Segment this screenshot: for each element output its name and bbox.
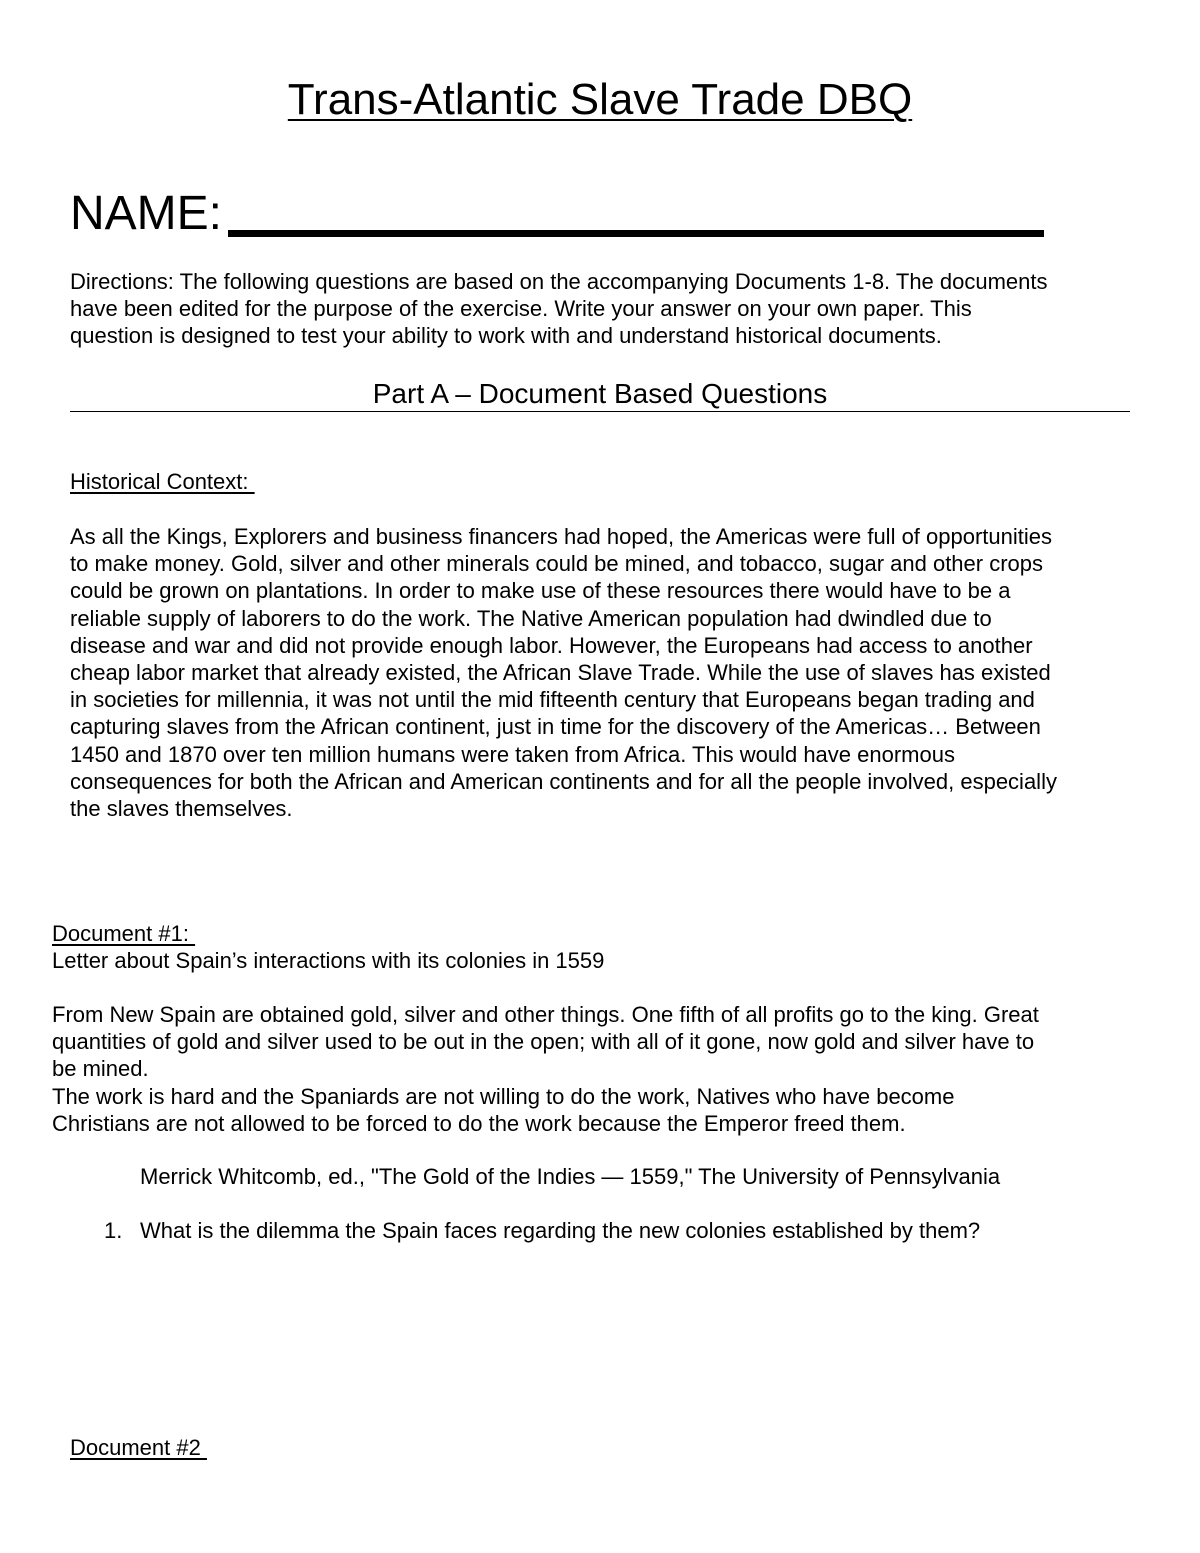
directions-paragraph: Directions: The following questions are based on the accompanying Documents 1-8. The documents have been edited for the purpose of the exercise. Write your answer on your own paper. This question is designed to test your ability to work with and understand historical documents.	[70, 269, 1048, 348]
document-1-label: Document #1:	[52, 921, 196, 946]
document-2-label: Document #2	[70, 1435, 207, 1460]
question-1-number: 1.	[104, 1218, 123, 1243]
part-a-heading: Part A – Document Based Questions	[372, 378, 828, 409]
historical-context-body: As all the Kings, Explorers and business financers had hoped, the Americas were full of opportunities to make money. Gold, silver and other minerals could be mined, and tobacco, sugar and other crops could be grown on plantations. In order to make use of these resources there would have to be a reliable supply of laborers to do the work. The Native American population had dwindled due to disease and war and did not provide enough labor. However, the Europeans had access to another cheap labor market that already existed, the African Slave Trade. While the use of slaves has existed in societies for millennia, it was not until the mid fifteenth century that Europeans began trading and capturing slaves from the African continent, just in time for the discovery of the Americas… Between 1450 and 1870 over ten million humans were taken from Africa. This would have enormous consequences for both the African and American continents and for all the people involved, especially the slaves themselves.	[70, 524, 1057, 822]
part-a-divider	[70, 411, 1130, 412]
question-1	[104, 1217, 980, 1245]
name-blank-line	[228, 230, 1044, 237]
historical-context-label: Historical Context:	[70, 469, 255, 494]
document-1-subtitle: Letter about Spain’s interactions with its colonies in 1559	[52, 948, 605, 973]
question-1-text: What is the dilemma the Spain faces regarding the new colonies established by them?	[140, 1218, 981, 1243]
name-label: NAME:	[70, 187, 223, 240]
page-title: Trans-Atlantic Slave Trade DBQ	[287, 75, 913, 124]
document-1-body: From New Spain are obtained gold, silver and other things. One fifth of all profits go to the king. Great quantities of gold and silver used to be out in the open; with all of it gone, now gold and silver have to be mined. The work is hard and the Spaniards are not willing to do the work, Natives who have become Christians are not allowed to be forced to do the work because the Emperor freed them.	[52, 1002, 1039, 1136]
document-1-citation: Merrick Whitcomb, ed., "The Gold of the Indies — 1559," The University of Pennsylvania	[140, 1164, 1001, 1189]
